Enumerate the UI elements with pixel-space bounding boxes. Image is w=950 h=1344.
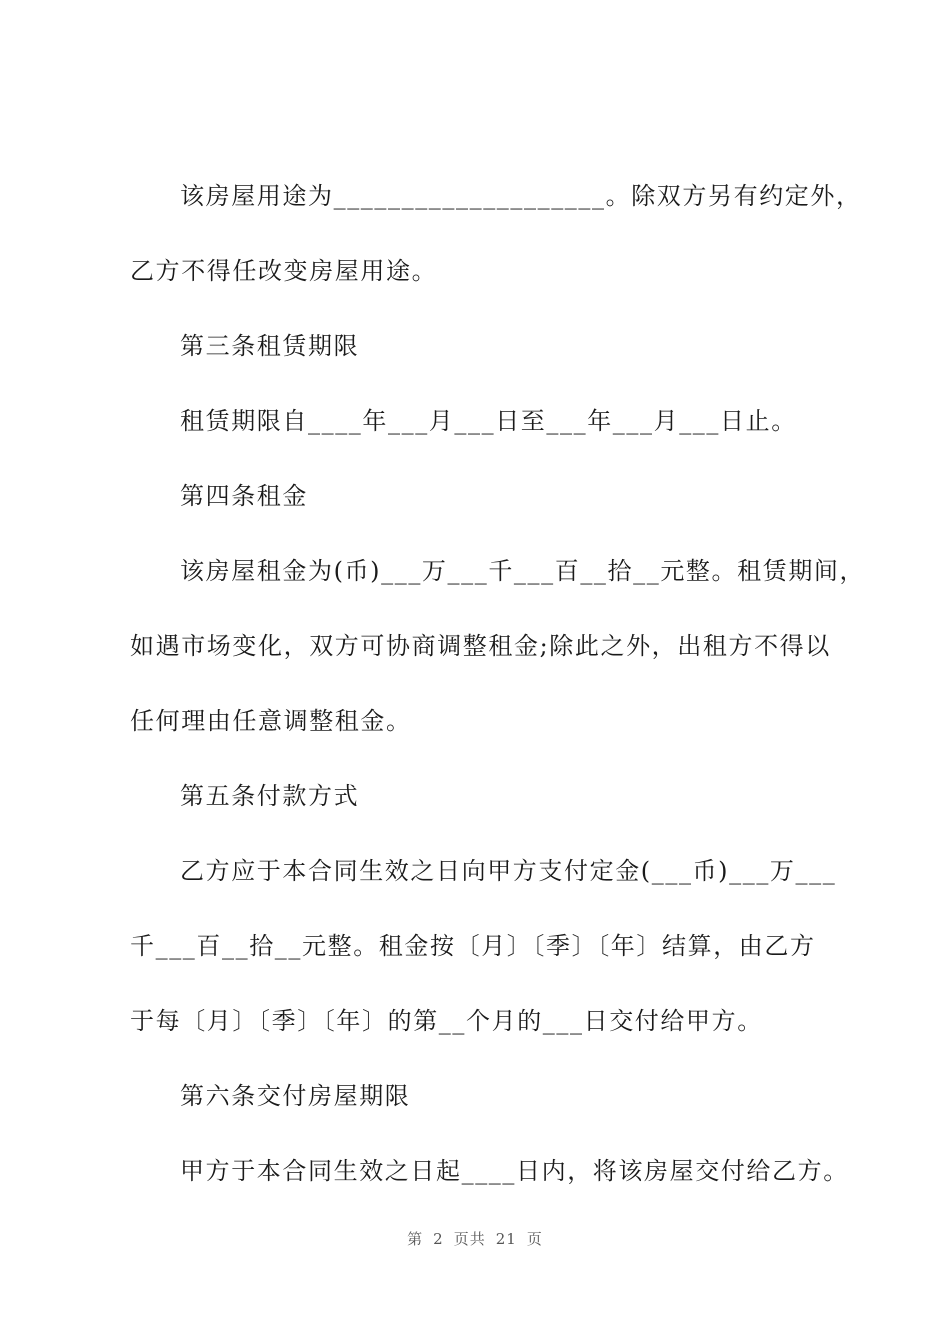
footer-total-pages: 21 [495,1230,517,1248]
heading-article-5: 第五条付款方式 [180,782,360,810]
footer-label-ye: 页 [526,1230,543,1248]
heading-article-3: 第三条租赁期限 [180,332,360,360]
text-line-payment-cont-2: 于每〔月〕〔季〕〔年〕的第__个月的___日交付给甲方。 [130,1007,763,1035]
text-line-rent-cont-1: 如遇市场变化，双方可协商调整租金;除此之外，出租方不得以 [130,632,831,660]
text-line-lease-term: 租赁期限自____年___月___日至___年___月___日止。 [180,407,797,435]
text-line-rent: 该房屋租金为(币)___万___千___百__拾__元整。租赁期间， [180,557,866,585]
page-footer [0,1228,950,1249]
heading-article-4: 第四条租金 [180,482,308,510]
text-line-usage: 该房屋用途为____________________。除双方另有约定外， [180,182,862,210]
footer-label-ye-gong: 页共 [453,1230,486,1248]
footer-current-page: 2 [433,1230,444,1248]
text-line-payment-cont-1: 千___百__拾__元整。租金按〔月〕〔季〕〔年〕结算，由乙方 [130,932,816,960]
footer-label-di: 第 [407,1230,424,1248]
text-line-delivery: 甲方于本合同生效之日起____日内，将该房屋交付给乙方。 [180,1157,849,1185]
heading-article-6: 第六条交付房屋期限 [180,1082,411,1110]
text-line-payment: 乙方应于本合同生效之日向甲方支付定金(___币)___万___ [180,857,837,885]
text-line-rent-cont-2: 任何理由任意调整租金。 [130,707,412,735]
text-line-usage-cont: 乙方不得任改变房屋用途。 [130,257,438,285]
